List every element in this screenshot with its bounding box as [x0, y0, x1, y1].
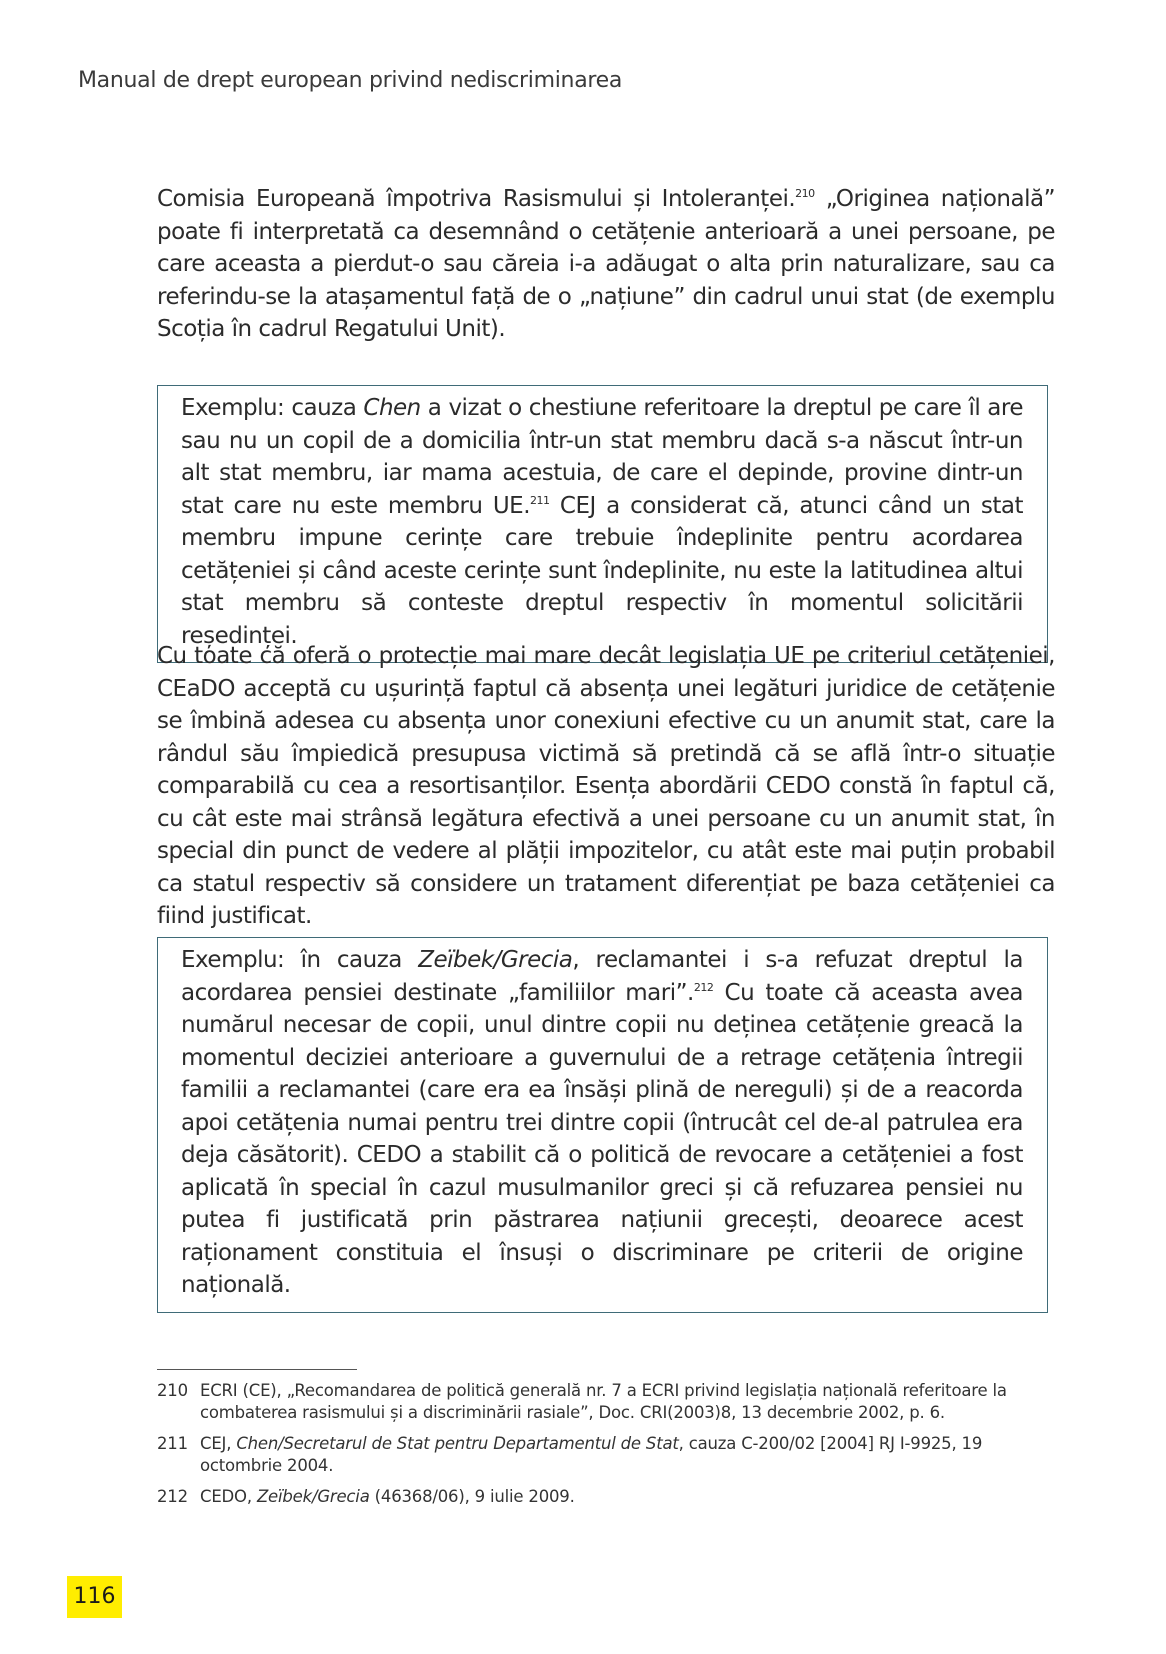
footnote-text-part: (46368/06), 9 iulie 2009. — [369, 1487, 575, 1506]
footnote-separator — [157, 1369, 357, 1370]
footnotes — [157, 1380, 1027, 1517]
footnote-text — [200, 1486, 1027, 1508]
footnote-212 — [157, 1486, 1027, 1508]
example-text: a vizat o chestiune referitoare la dreptul pe care îl are sau nu un copil de a domicilia într-un stat membru dacă s-a născut într-un alt stat membru, iar mama acestuia, de care el depinde, provine dintr-un stat care nu este membru UE. — [181, 395, 1023, 519]
case-name-zeibek: Zeïbek/Grecia — [418, 947, 573, 973]
paragraph-text: Cu toate că oferă o protecție mai mare decât legislația UE pe criteriul cetățeniei, CEaDO acceptă cu ușurință faptul că absența unei legături juridice de cetățenie se îmbină adesea cu absența unor conexiuni efective cu un anumit stat, care la rândul său împiedică presupusa victimă să pretindă că se află într-o situație comparabilă cu cea a resortisanților. Esența abordării CEDO constă în faptul că, cu cât este mai strânsă legătura efectivă a unei persoane cu un anumit stat, în special din punct de vedere al plății impozitelor, cu atât este mai puțin probabil ca statul respectiv să considere un tratament diferențiat pe baza cetățeniei ca fiind justificat. — [157, 643, 1055, 929]
footnote-text-part: ECRI (CE), „Recomandarea de politică generală nr. 7 a ECRI privind legislația națională referitoare la combaterea rasismului și a discriminării rasiale”, Doc. CRI(2003)8, 13 decembrie 2002, p. 6. — [200, 1381, 1007, 1422]
paragraph-text: „Originea națională” poate fi interpretată ca desemnând o cetățenie anterioară a unei persoane, pe care aceasta a pierdut-o sau căreia i-a adăugat o alta prin naturalizare, sau ca referindu-se la atașamentul față de o „națiune” din cadrul unui stat (de exemplu Scoția în cadrul Regatului Unit). — [157, 186, 1055, 342]
footnote-ref-212[interactable]: 212 — [693, 980, 714, 994]
example-text: Exemplu: cauza — [181, 395, 364, 421]
example-text: , reclamantei i s-a refuzat dreptul la acordarea pensiei destinate „familiilor mari”. — [181, 947, 1023, 1006]
footnote-number: 210 — [157, 1381, 188, 1400]
footnote-italic: Zeïbek/Grecia — [256, 1487, 370, 1506]
case-name-chen: Chen — [363, 395, 421, 421]
body-paragraph-2 — [157, 640, 1055, 933]
example-box-zeibek — [157, 937, 1048, 1313]
footnote-ref-210[interactable]: 210 — [795, 187, 815, 200]
footnote-italic: Chen/Secretarul de Stat pentru Departamentul de Stat — [236, 1434, 679, 1453]
example-box-chen — [157, 385, 1048, 663]
footnote-text-part: , cauza C-200/02 [2004] RJ I-9925, 19 octombrie 2004. — [200, 1434, 983, 1475]
running-header: Manual de drept european privind nediscriminarea — [78, 68, 623, 93]
footnote-211 — [157, 1433, 1027, 1477]
footnote-210 — [157, 1380, 1027, 1424]
example-text: Cu toate că aceasta avea numărul necesar de copii, unul dintre copii nu deținea cetățenie greacă la momentul deciziei anterioare a guvernului de a retrage cetățenia întregii familii a reclamantei (care era ea însăși plină de nereguli) și de a reacorda apoi cetățenia numai pentru trei dintre copii (întrucât cel de-al patrulea era deja căsătorit). CEDO a stabilit că o politică de revocare a cetățeniei a fost aplicată în special în cazul musulmanilor greci și că refuzarea pensiei nu putea fi justificată prin păstrarea națiunii grecești, deoarece acest raționament constituia el însuși o discriminare pe criterii de origine națională. — [181, 979, 1023, 1298]
footnote-text-part: CEJ, — [200, 1434, 237, 1453]
example-text: CEJ a considerat că, atunci când un stat membru impune cerințe care trebuie îndeplinite pentru acordarea cetățeniei și când aceste cerințe sunt îndeplinite, nu este la latitudinea altui stat membru să conteste dreptul respectiv în momentul solicitării reședinței. — [181, 492, 1023, 649]
footnote-number: 212 — [157, 1487, 188, 1506]
footnote-ref-211[interactable]: 211 — [530, 493, 550, 507]
page-number: 116 — [67, 1576, 122, 1618]
footnote-text — [200, 1433, 1027, 1477]
footnote-text — [200, 1380, 1027, 1424]
footnote-text-part: CEDO, — [200, 1487, 257, 1506]
body-paragraph-1 — [157, 183, 1055, 346]
paragraph-text: Comisia Europeană împotriva Rasismului și Intoleranței. — [157, 186, 796, 212]
footnote-number: 211 — [157, 1434, 188, 1453]
example-text: Exemplu: în cauza — [181, 947, 419, 973]
